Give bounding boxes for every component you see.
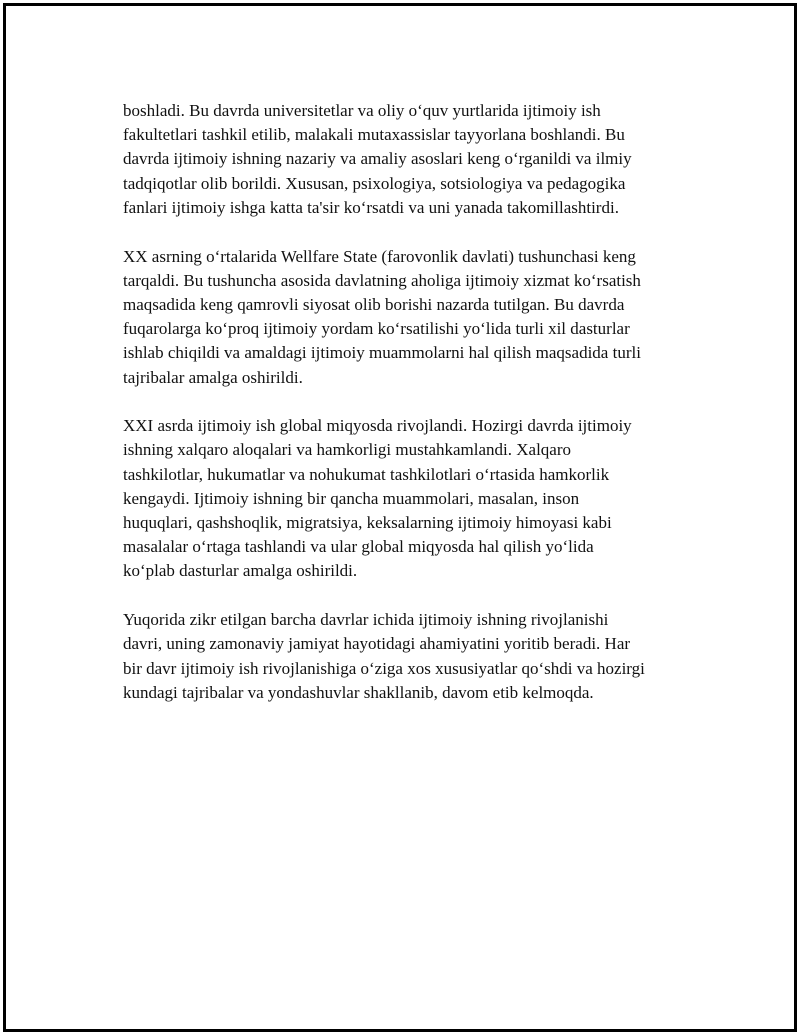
document-body bbox=[123, 99, 698, 729]
text-line: davri, uning zamonaviy jamiyat hayotidagi ahamiyatini yoritib beradi. Har bbox=[123, 634, 631, 654]
text-line: boshladi. Bu davrda universitetlar va oliy o‘quv yurtlarida ijtimoiy ish bbox=[123, 101, 601, 120]
text-line: tarqaldi. Bu tushuncha asosida davlatning aholiga ijtimoiy xizmat ko‘rsatish bbox=[123, 270, 641, 290]
text-line: ishlab chiqildi va amaldagi ijtimoiy muammolarni hal qilish maqsadida turli bbox=[123, 343, 641, 363]
page-frame bbox=[3, 3, 797, 1032]
text-line: davrda ijtimoiy ishning nazariy va amaliy asoslari keng o‘rganildi va ilmiy bbox=[123, 149, 632, 169]
text-line: fuqarolarga ko‘proq ijtimoiy yordam ko‘rsatilishi yo‘lida turli xil dasturlar bbox=[123, 319, 630, 339]
text-line: fanlari ijtimoiy ishga katta ta'sir ko‘rsatdi va uni yanada takomillashtirdi. bbox=[123, 197, 619, 217]
text-line: ko‘plab dasturlar amalga oshirildi. bbox=[123, 561, 358, 581]
paragraph-3 bbox=[123, 414, 698, 583]
text-line: huquqlari, qashshoqlik, migratsiya, keksalarning ijtimoiy himoyasi kabi bbox=[123, 513, 612, 533]
text-line: kengaydi. Ijtimoiy ishning bir qancha muammolari, masalan, inson bbox=[123, 488, 580, 508]
text-line: bir davr ijtimoiy ish rivojlanishiga o‘ziga xos xususiyatlar qo‘shdi va hozirgi bbox=[123, 658, 645, 678]
text-line: XX asrning o‘rtalarida Wellfare State (farovonlik davlati) tushunchasi keng bbox=[123, 246, 636, 266]
text-line: tadqiqotlar olib borildi. Xususan, psixologiya, sotsiologiya va pedagogika bbox=[123, 173, 626, 193]
text-line: kundagi tajribalar va yondashuvlar shakllanib, davom etib kelmoqda. bbox=[123, 682, 594, 702]
paragraph-1 bbox=[123, 99, 698, 220]
text-line: fakultetlari tashkil etilib, malakali mutaxassislar tayyorlana boshlandi. Bu bbox=[123, 125, 625, 145]
text-line: maqsadida keng qamrovli siyosat olib borishi nazarda tutilgan. Bu davrda bbox=[123, 294, 625, 314]
text-line: tajribalar amalga oshirildi. bbox=[123, 367, 303, 387]
paragraph-4 bbox=[123, 608, 698, 705]
text-line: XXI asrda ijtimoiy ish global miqyosda rivojlandi. Hozirgi davrda ijtimoiy bbox=[123, 416, 632, 436]
text-line: Yuqorida zikr etilgan barcha davrlar ichida ijtimoiy ishning rivojlanishi bbox=[123, 610, 609, 630]
text-line: masalalar o‘rtaga tashlandi va ular global miqyosda hal qilish yo‘lida bbox=[123, 537, 594, 557]
paragraph-2 bbox=[123, 245, 698, 390]
text-line: ishning xalqaro aloqalari va hamkorligi mustahkamlandi. Xalqaro bbox=[123, 440, 572, 460]
text-line: tashkilotlar, hukumatlar va nohukumat tashkilotlari o‘rtasida hamkorlik bbox=[123, 464, 610, 484]
